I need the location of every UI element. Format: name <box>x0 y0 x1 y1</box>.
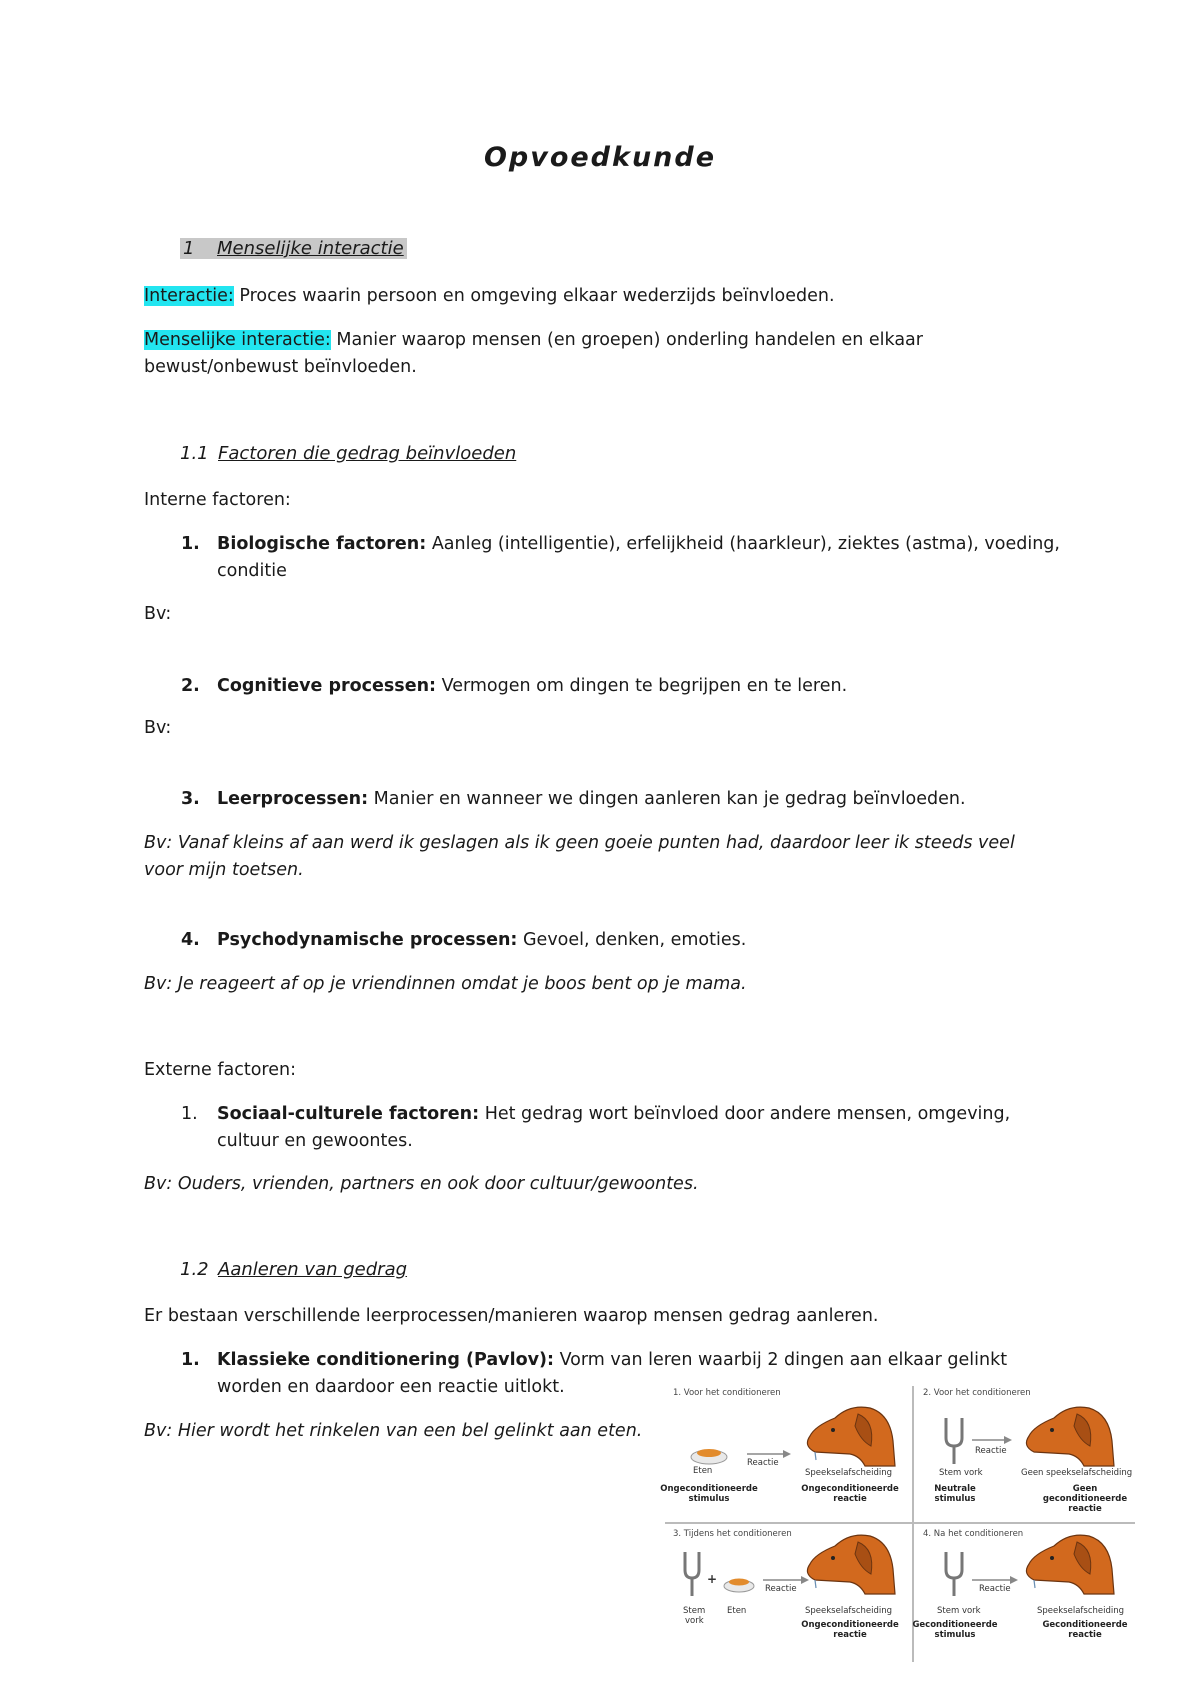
pavlov-conditioning-figure <box>660 1386 1135 1662</box>
list-term: Biologische factoren: <box>217 534 427 554</box>
section-1-2-number: 1.2 <box>180 1259 209 1280</box>
list-item <box>181 1101 1010 1128</box>
q3-caption-right: Ongeconditioneerde reactie <box>801 1620 899 1640</box>
q2-response-label: Geen speekselafscheiding <box>1021 1468 1133 1478</box>
list-text: Het gedrag wort beïnvloed door andere mensen, omgeving, <box>479 1104 1011 1124</box>
list-number: 1. <box>181 1350 200 1370</box>
section-1-2-heading <box>180 1259 407 1280</box>
section-1-1-heading <box>180 443 516 464</box>
list-number: 2. <box>181 676 200 696</box>
q4-fork-label: Stem vork <box>937 1606 981 1616</box>
q3-fork-label: Stem <box>683 1606 706 1616</box>
tuning-fork-icon <box>946 1552 962 1578</box>
q3-title: 3. Tijdens het conditioneren <box>673 1529 792 1539</box>
section-1-number: 1 <box>183 238 195 259</box>
q1-title: 1. Voor het conditioneren <box>673 1388 781 1398</box>
list-text-continued: conditie <box>217 561 287 581</box>
example-text: Bv: Ouders, vrienden, partners en ook door cultuur/gewoontes. <box>144 1174 699 1194</box>
dog-head-icon <box>1026 1535 1114 1594</box>
tuning-fork-icon <box>946 1418 962 1446</box>
q1-food-label: Eten <box>693 1466 713 1476</box>
q2-fork-label: Stem vork <box>939 1468 983 1478</box>
list-item <box>181 927 746 954</box>
dog-head-icon <box>807 1535 895 1594</box>
dog-head-icon <box>807 1407 895 1466</box>
definition-menselijke-interactie <box>144 327 923 354</box>
tuning-fork-icon <box>685 1552 699 1578</box>
list-text: Vermogen om dingen te begrijpen en te leren. <box>436 676 848 696</box>
term-interactie: Interactie: <box>144 286 234 306</box>
list-term: Leerprocessen: <box>217 789 369 809</box>
example-label: Bv: <box>144 718 172 738</box>
example-text: Bv: Vanaf kleins af aan werd ik geslagen als ik geen goeie punten had, daardoor leer ik steeds veel <box>144 833 1015 853</box>
list-term: Sociaal-culturele factoren: <box>217 1104 480 1124</box>
section-1-heading <box>180 238 407 259</box>
saliva-icon <box>815 1452 816 1460</box>
list-text: Aanleg (intelligentie), erfelijkheid (haarkleur), ziektes (astma), voeding, <box>426 534 1060 554</box>
q1-response-label: Speekselafscheiding <box>805 1468 893 1478</box>
saliva-icon <box>1034 1580 1035 1588</box>
q2-caption-left: Neutrale stimulus <box>934 1484 976 1504</box>
list-item <box>181 673 847 700</box>
list-number: 1. <box>181 1104 198 1124</box>
q2-reactie-label: Reactie <box>975 1446 1007 1456</box>
example-text-continued: voor mijn toetsen. <box>144 860 304 880</box>
example-text: Bv: Hier wordt het rinkelen van een bel gelinkt aan eten. <box>144 1421 643 1441</box>
q3-fork-label-2: vork <box>685 1616 704 1626</box>
section-1-2-title: Aanleren van gedrag <box>218 1259 408 1280</box>
q3-response-label: Speekselafscheiding <box>805 1606 893 1616</box>
q1-reactie-label: Reactie <box>747 1458 779 1468</box>
section-1-1-title: Factoren die gedrag beïnvloeden <box>218 443 517 464</box>
aanleren-intro: Er bestaan verschillende leerprocessen/manieren waarop mensen gedrag aanleren. <box>144 1306 879 1326</box>
list-term: Klassieke conditionering (Pavlov): <box>217 1350 554 1370</box>
interne-factoren-label: Interne factoren: <box>144 490 291 510</box>
q4-reactie-label: Reactie <box>979 1584 1011 1594</box>
q4-caption-left: Geconditioneerde stimulus <box>912 1620 998 1640</box>
list-number: 1. <box>181 534 200 554</box>
food-icon <box>729 1579 749 1586</box>
dog-head-icon <box>1026 1407 1114 1466</box>
page-title: Opvoedkunde <box>483 142 717 173</box>
list-item <box>181 531 1060 558</box>
q2-caption-right: Geen geconditioneerde reactie <box>1042 1484 1128 1514</box>
list-item <box>181 786 966 813</box>
definition-menselijk-text-1: Manier waarop mensen (en groepen) onderling handelen en elkaar <box>330 330 923 350</box>
saliva-icon <box>815 1580 816 1588</box>
q4-illustration <box>914 1524 1135 1662</box>
q3-food-label: Eten <box>727 1606 747 1616</box>
section-1-title: Menselijke interactie <box>217 238 404 259</box>
food-icon <box>697 1449 721 1457</box>
definition-menselijk-text-2: bewust/onbewust beïnvloeden. <box>144 357 417 377</box>
q1-caption-left: Ongeconditioneerde stimulus <box>660 1484 758 1504</box>
list-number: 4. <box>181 930 200 950</box>
list-term: Cognitieve processen: <box>217 676 437 696</box>
q4-response-label: Speekselafscheiding <box>1037 1606 1125 1616</box>
definition-interactie-text: Proces waarin persoon en omgeving elkaar wederzijds beïnvloeden. <box>233 286 835 306</box>
example-label: Bv: <box>144 604 172 624</box>
q3-plus-label: + <box>707 1572 718 1586</box>
q3-reactie-label: Reactie <box>765 1584 797 1594</box>
q4-caption-right: Geconditioneerde reactie <box>1042 1620 1128 1640</box>
list-text-continued: cultuur en gewoontes. <box>217 1131 413 1151</box>
list-item <box>181 1347 1007 1374</box>
list-number: 3. <box>181 789 200 809</box>
section-1-1-number: 1.1 <box>180 443 209 464</box>
example-text: Bv: Je reageert af op je vriendinnen omdat je boos bent op je mama. <box>144 974 747 994</box>
q4-title: 4. Na het conditioneren <box>923 1529 1024 1539</box>
q2-title: 2. Voor het conditioneren <box>923 1388 1031 1398</box>
list-term: Psychodynamische processen: <box>217 930 518 950</box>
list-text-continued: worden en daardoor een reactie uitlokt. <box>217 1377 565 1397</box>
list-text: Vorm van leren waarbij 2 dingen aan elkaar gelinkt <box>554 1350 1008 1370</box>
term-menselijke-interactie: Menselijke interactie: <box>144 330 331 350</box>
list-text: Manier en wanneer we dingen aanleren kan je gedrag beïnvloeden. <box>368 789 966 809</box>
externe-factoren-label: Externe factoren: <box>144 1060 296 1080</box>
definition-interactie <box>144 283 835 310</box>
list-text: Gevoel, denken, emoties. <box>517 930 747 950</box>
q1-caption-right: Ongeconditioneerde reactie <box>801 1484 899 1504</box>
